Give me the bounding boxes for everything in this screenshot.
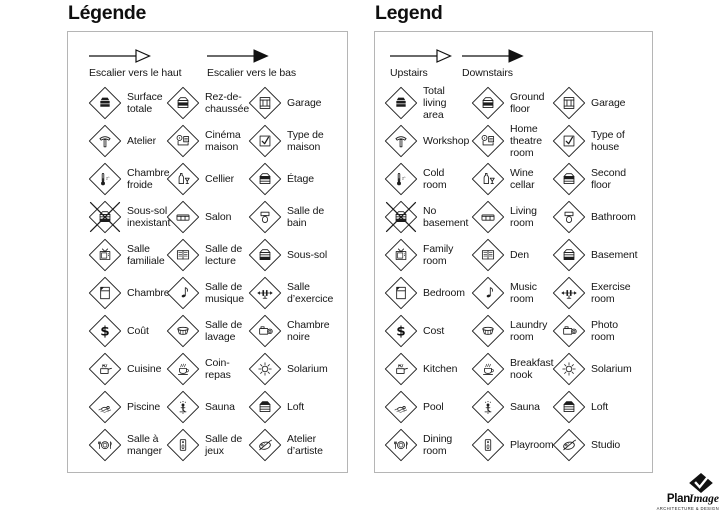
bathroom-icon (248, 200, 282, 234)
legend-item-dining-room (384, 428, 471, 462)
legend-item-label: Salle de lecture (205, 242, 243, 267)
legend-item-label: Second floor (591, 166, 627, 191)
legend-item-playroom (471, 428, 552, 462)
legend-item-solarium (248, 352, 347, 386)
legend-item-breakfast-nook (471, 352, 552, 386)
wine-cellar-icon (471, 162, 505, 196)
panel-title-french: Légende (68, 2, 147, 24)
legend-item-label: Chambre noire (287, 318, 330, 343)
legend-item-music-room (166, 276, 248, 310)
legend-item-exercise-room (248, 276, 347, 310)
ground-floor-icon (166, 86, 200, 120)
legend-item-studio (552, 428, 652, 462)
legend-item-label: Garage (287, 96, 322, 109)
legend-item-label: Den (510, 248, 529, 261)
legend-item-pool (384, 390, 471, 424)
legend-item-workshop (88, 124, 166, 158)
family-room-icon (88, 238, 122, 272)
laundry-room-icon (166, 314, 200, 348)
bedroom-icon (384, 276, 418, 310)
basement-icon (552, 238, 586, 272)
music-room-icon (471, 276, 505, 310)
exercise-room-icon (248, 276, 282, 310)
legend-item-laundry-room (166, 314, 248, 348)
legend-item-cold-room (384, 162, 471, 196)
stairs-down-entry (462, 48, 524, 79)
playroom-icon (471, 428, 505, 462)
workshop-icon (384, 124, 418, 158)
legend-item-label: Exercise room (591, 280, 631, 305)
legend-item-label: Cold room (423, 166, 447, 191)
downstairs-arrow-icon (462, 48, 524, 64)
dining-room-icon (88, 428, 122, 462)
legend-item-house-type (552, 124, 652, 158)
legend-item-label: Atelier (127, 134, 157, 147)
legend-item-label: Piscine (127, 400, 161, 413)
cost-icon (384, 314, 418, 348)
dining-room-icon (384, 428, 418, 462)
panel-title-english: Legend (375, 2, 443, 24)
legend-item-label: Cost (423, 324, 445, 337)
panel-english (374, 2, 653, 473)
stairs-up-entry (89, 48, 181, 79)
legend-item-breakfast-nook (166, 352, 248, 386)
legend-item-label: Atelier d’artiste (287, 432, 323, 457)
legend-item-workshop (384, 124, 471, 158)
legend-item-living-room (166, 200, 248, 234)
house-type-icon (552, 124, 586, 158)
planimage-tagline: ARCHITECTURE & DESIGN (656, 506, 719, 511)
legend-item-home-theatre (471, 123, 552, 160)
den-icon (166, 238, 200, 272)
legend-item-music-room (471, 276, 552, 310)
second-floor-icon (552, 162, 586, 196)
legend-item-bathroom (248, 200, 347, 234)
legend-item-loft (248, 390, 347, 424)
legend-item-label: Garage (591, 96, 626, 109)
home-theatre-icon (166, 124, 200, 158)
legend-item-cold-room (88, 162, 170, 196)
legend-item-family-room (88, 238, 166, 272)
legend-item-dining-room (88, 428, 166, 462)
pool-icon (88, 390, 122, 424)
legend-item-label: Salle de jeux (205, 432, 243, 457)
kitchen-icon (88, 352, 122, 386)
legend-item-label: Living room (510, 204, 537, 229)
legend-item-label: No basement (423, 204, 469, 229)
legend-item-label: Wine cellar (510, 166, 535, 191)
home-theatre-icon (471, 124, 505, 158)
legend-item-label: Breakfast nook (510, 356, 554, 381)
sauna-icon (471, 390, 505, 424)
playroom-icon (166, 428, 200, 462)
photo-room-icon (552, 314, 586, 348)
legend-item-loft (552, 390, 652, 424)
laundry-room-icon (471, 314, 505, 348)
cost-icon (88, 314, 122, 348)
legend-item-label: Bedroom (423, 286, 465, 299)
second-floor-icon (248, 162, 282, 196)
den-icon (471, 238, 505, 272)
legend-item-label: Sauna (205, 400, 235, 413)
legend-item-total-living-area (88, 86, 166, 120)
legend-item-wine-cellar (471, 162, 552, 196)
legend-item-studio (248, 428, 347, 462)
legend-item-basement (552, 238, 652, 272)
legend-item-label: Music room (510, 280, 537, 305)
family-room-icon (384, 238, 418, 272)
legend-item-label: Basement (591, 248, 638, 261)
legend-item-label: Home theatre room (510, 122, 542, 160)
upstairs-arrow-icon (390, 48, 452, 64)
brand-plan: Plan (666, 493, 690, 505)
exercise-room-icon (552, 276, 586, 310)
stairs-down-entry (207, 48, 296, 79)
stairs-down-label: Downstairs (462, 67, 513, 79)
wine-cellar-icon (166, 162, 200, 196)
photo-room-icon (248, 314, 282, 348)
legend-item-laundry-room (471, 314, 552, 348)
legend-item-label: Sous-sol (287, 248, 328, 261)
legend-item-label: Ground floor (510, 90, 545, 115)
sauna-icon (166, 390, 200, 424)
legend-item-house-type (248, 124, 347, 158)
garage-icon (248, 86, 282, 120)
legend-item-den (166, 238, 248, 272)
legend-item-label: Rez-de- chaussée (205, 90, 250, 115)
stairs-legend-french (68, 48, 347, 84)
legend-item-label: Solarium (287, 362, 328, 375)
garage-icon (552, 86, 586, 120)
cold-room-icon (88, 162, 122, 196)
total-living-area-icon (384, 86, 418, 120)
stairs-legend-english (375, 48, 652, 84)
legend-item-label: Photo room (591, 318, 618, 343)
loft-icon (248, 390, 282, 424)
legend-item-label: Salle à manger (127, 432, 163, 457)
cold-room-icon (384, 162, 418, 196)
legend-grid-english (375, 84, 652, 464)
planimage-logo-icon (689, 473, 713, 493)
solarium-icon (248, 352, 282, 386)
legend-item-label: Salle de lavage (205, 318, 243, 343)
legend-item-garage (552, 86, 652, 120)
basement-icon (248, 238, 282, 272)
stairs-down-label: Escalier vers le bas (207, 67, 297, 79)
no-basement-icon (88, 200, 122, 234)
legend-item-exercise-room (552, 276, 652, 310)
legend-item-cost (88, 314, 166, 348)
legend-item-family-room (384, 238, 471, 272)
pool-icon (384, 390, 418, 424)
upstairs-arrow-icon (89, 48, 151, 64)
legend-item-kitchen (88, 352, 166, 386)
legend-item-label: Salle de musique (205, 280, 244, 305)
legend-item-sauna (166, 390, 248, 424)
legend-item-cost (384, 314, 471, 348)
bathroom-icon (552, 200, 586, 234)
legend-item-garage (248, 86, 347, 120)
legend-item-label: Salon (205, 210, 232, 223)
legend-item-home-theatre (166, 124, 248, 158)
loft-icon (552, 390, 586, 424)
legend-item-label: Kitchen (423, 362, 458, 375)
legend-item-second-floor (248, 162, 347, 196)
legend-item-total-living-area (384, 85, 471, 122)
breakfast-nook-icon (166, 352, 200, 386)
legend-item-label: Workshop (423, 134, 470, 147)
legend-item-ground-floor (471, 86, 552, 120)
legend-item-no-basement (384, 200, 471, 234)
music-room-icon (166, 276, 200, 310)
panel-french (67, 2, 348, 473)
legend-item-label: Total living area (423, 84, 447, 122)
legend-item-label: Salle de bain (287, 204, 325, 229)
brand-image: Image (688, 493, 719, 505)
legend-item-basement (248, 238, 347, 272)
studio-icon (552, 428, 586, 462)
ground-floor-icon (471, 86, 505, 120)
downstairs-arrow-icon (207, 48, 269, 64)
legend-item-label: Chambre (127, 286, 170, 299)
legend-item-label: Family room (423, 242, 454, 267)
legend-item-label: Studio (591, 438, 621, 451)
legend-item-label: Coût (127, 324, 149, 337)
legend-item-living-room (471, 200, 552, 234)
legend-item-label: Bathroom (591, 210, 636, 223)
bedroom-icon (88, 276, 122, 310)
kitchen-icon (384, 352, 418, 386)
house-type-icon (248, 124, 282, 158)
legend-item-solarium (552, 352, 652, 386)
legend-item-label: Étage (287, 172, 314, 185)
legend-item-wine-cellar (166, 162, 248, 196)
studio-icon (248, 428, 282, 462)
legend-item-label: Cinéma maison (205, 128, 241, 153)
legend-item-no-basement (88, 200, 171, 234)
legend-item-label: Salle d’exercice (287, 280, 334, 305)
panel-box-french (67, 31, 348, 473)
legend-grid-french (68, 84, 347, 464)
legend-item-label: Loft (287, 400, 305, 413)
legend-item-bedroom (384, 276, 471, 310)
legend-item-label: Type of house (591, 128, 625, 153)
living-room-icon (166, 200, 200, 234)
legend-item-pool (88, 390, 166, 424)
stairs-up-entry (390, 48, 452, 79)
legend-item-label: Cellier (205, 172, 235, 185)
legend-item-label: Type de maison (287, 128, 324, 153)
legend-item-den (471, 238, 552, 272)
legend-item-label: Pool (423, 400, 444, 413)
planimage-logo (645, 473, 719, 511)
legend-item-label: Dining room (423, 432, 453, 457)
legend-item-label: Salle familiale (127, 242, 165, 267)
total-living-area-icon (88, 86, 122, 120)
legend-item-photo-room (248, 314, 347, 348)
legend-item-bedroom (88, 276, 170, 310)
legend-item-label: Sauna (510, 400, 540, 413)
legend-item-label: Sous-sol inexistant (127, 204, 171, 229)
planimage-brand (645, 494, 719, 505)
legend-item-label: Playroom (510, 438, 554, 451)
legend-item-label: Laundry room (510, 318, 548, 343)
legend-item-label: Solarium (591, 362, 632, 375)
stairs-up-label: Upstairs (390, 67, 428, 79)
legend-item-label: Coin- repas (205, 356, 231, 381)
legend-item-bathroom (552, 200, 652, 234)
no-basement-icon (384, 200, 418, 234)
legend-item-second-floor (552, 162, 652, 196)
legend-item-ground-floor (166, 86, 248, 120)
living-room-icon (471, 200, 505, 234)
legend-item-label: Cuisine (127, 362, 162, 375)
legend-item-playroom (166, 428, 248, 462)
solarium-icon (552, 352, 586, 386)
legend-item-label: Chambre froide (127, 166, 170, 191)
legend-item-photo-room (552, 314, 652, 348)
workshop-icon (88, 124, 122, 158)
breakfast-nook-icon (471, 352, 505, 386)
stairs-up-label: Escalier vers le haut (89, 67, 182, 79)
legend-item-sauna (471, 390, 552, 424)
legend-item-label: Loft (591, 400, 609, 413)
legend-item-label: Surface totale (127, 90, 163, 115)
legend-item-kitchen (384, 352, 471, 386)
panel-box-english (374, 31, 653, 473)
